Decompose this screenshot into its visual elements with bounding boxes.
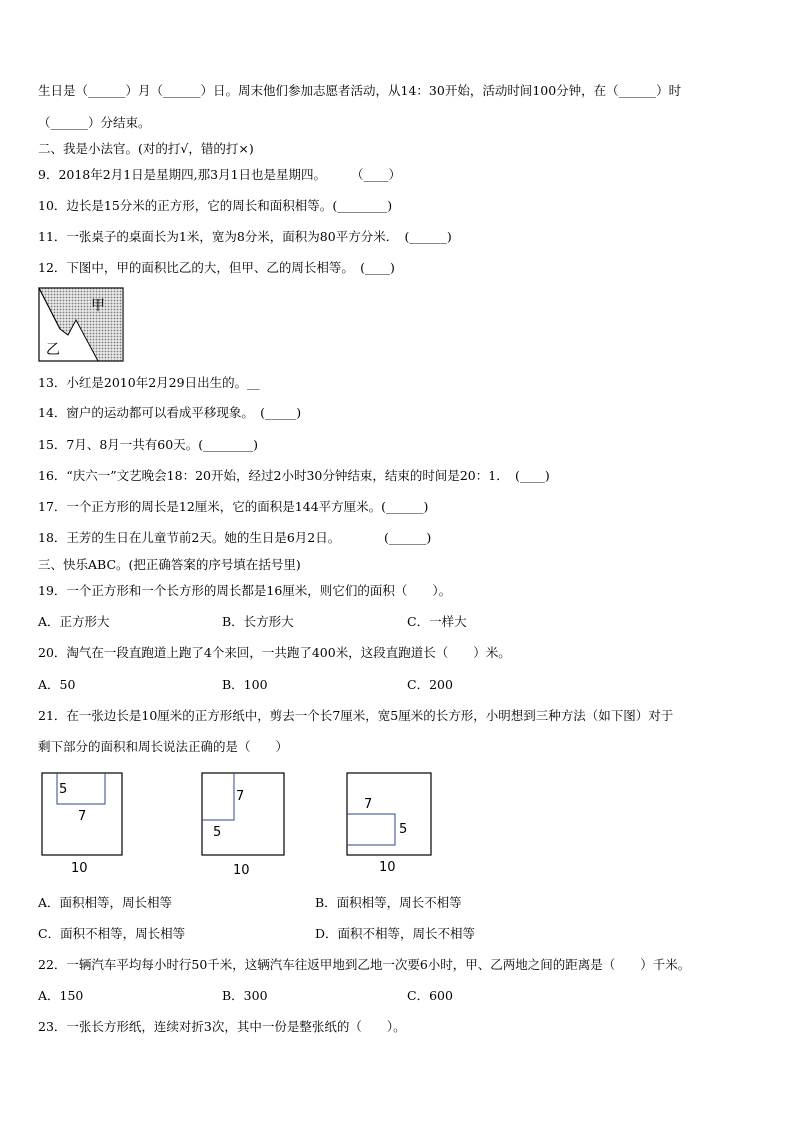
q21-option-d: D．面积不相等，周长不相等 — [315, 926, 476, 941]
q21-figure-2 — [198, 770, 290, 880]
q21-option-a: A．面积相等，周长相等 — [38, 895, 173, 910]
question-18: 18．王芳的生日在儿童节前2天。她的生日是6月2日。 (______) — [38, 530, 432, 545]
section-2-title: 二、我是小法官。(对的打√，错的打×) — [38, 141, 254, 156]
q12-label-yi: 乙 — [46, 342, 60, 358]
question-14: 14．窗户的运动都可以看成平移现象。 (_____) — [38, 405, 302, 420]
q21-option-c: C．面积不相等，周长相等 — [38, 926, 186, 941]
q21-figure-1 — [38, 770, 128, 878]
q21-fig2-label-width: 5 — [213, 825, 222, 840]
question-10: 10．边长是15分米的正方形，它的周长和面积相等。(________) — [38, 198, 393, 213]
section-3-title: 三、快乐ABC。(把正确答案的序号填在括号里) — [38, 557, 301, 572]
question-16: 16．“庆六一”文艺晚会18：20开始，经过2小时30分钟结束，结束的时间是20：1． (____) — [38, 468, 550, 483]
question-17: 17．一个正方形的周长是12厘米，它的面积是144平方厘米。(______) — [38, 499, 429, 514]
q8-line-1: 生日是（______）月（______）日。周末他们参加志愿者活动，从14：30开始，活动时间100分钟，在（______）时 — [38, 83, 682, 98]
q20-option-b: B．100 — [222, 677, 268, 692]
q21-fig2-square — [202, 773, 284, 855]
question-11: 11．一张桌子的桌面长为1米，宽为8分米，面积为80平方分米． (______) — [38, 229, 452, 244]
q21-fig2-label-length: 7 — [236, 789, 245, 804]
q21-fig3-label-side: 10 — [379, 860, 396, 875]
q21-fig1-label-length: 7 — [78, 809, 87, 824]
q21-fig1-label-side: 10 — [71, 861, 88, 876]
q12-figure — [38, 287, 126, 363]
q21-fig2-label-side: 10 — [233, 863, 250, 878]
question-15: 15．7月、8月一共有60天。(________) — [38, 437, 258, 452]
q19-option-a: A．正方形大 — [38, 614, 110, 629]
question-21-line-2: 剩下部分的面积和周长说法正确的是（ ） — [38, 739, 289, 754]
question-21-line-1: 21．在一张边长是10厘米的正方形纸中，剪去一个长7厘米，宽5厘米的长方形，小明想到三种方法（如下图）对于 — [38, 708, 674, 723]
q8-line-2: （______）分结束。 — [38, 115, 151, 130]
q12-label-jia: 甲 — [91, 298, 105, 314]
q22-option-b: B．300 — [222, 988, 268, 1003]
q21-fig3-label-width: 5 — [399, 822, 408, 837]
question-22: 22．一辆汽车平均每小时行50千米，这辆汽车往返甲地到乙地一次要6小时，甲、乙两地之间的距离是（ ）千米。 — [38, 957, 691, 972]
q22-option-a: A．150 — [38, 988, 84, 1003]
q21-fig1-label-width: 5 — [59, 782, 68, 797]
q21-option-b: B．面积相等，周长不相等 — [315, 895, 462, 910]
q21-figure-3 — [343, 770, 435, 878]
q19-option-b: B．长方形大 — [222, 614, 294, 629]
question-19: 19．一个正方形和一个长方形的周长都是16厘米，则它们的面积（ ）。 — [38, 583, 452, 598]
question-13: 13．小红是2010年2月29日出生的。__ — [38, 375, 260, 390]
question-9: 9．2018年2月1日是星期四,那3月1日也是星期四。 （____） — [38, 167, 402, 182]
question-20: 20．淘气在一段直跑道上跑了4个来回，一共跑了400米，这段直跑道长（ ）米。 — [38, 645, 511, 660]
q19-option-c: C．一样大 — [407, 614, 467, 629]
q22-option-c: C．600 — [407, 988, 453, 1003]
q20-option-a: A．50 — [38, 677, 76, 692]
question-12: 12．下图中，甲的面积比乙的大，但甲、乙的周长相等。 (____) — [38, 260, 395, 275]
q20-option-c: C．200 — [407, 677, 453, 692]
question-23: 23．一张长方形纸，连续对折3次，其中一份是整张纸的（ ）。 — [38, 1019, 406, 1034]
q21-fig3-label-length: 7 — [364, 797, 373, 812]
